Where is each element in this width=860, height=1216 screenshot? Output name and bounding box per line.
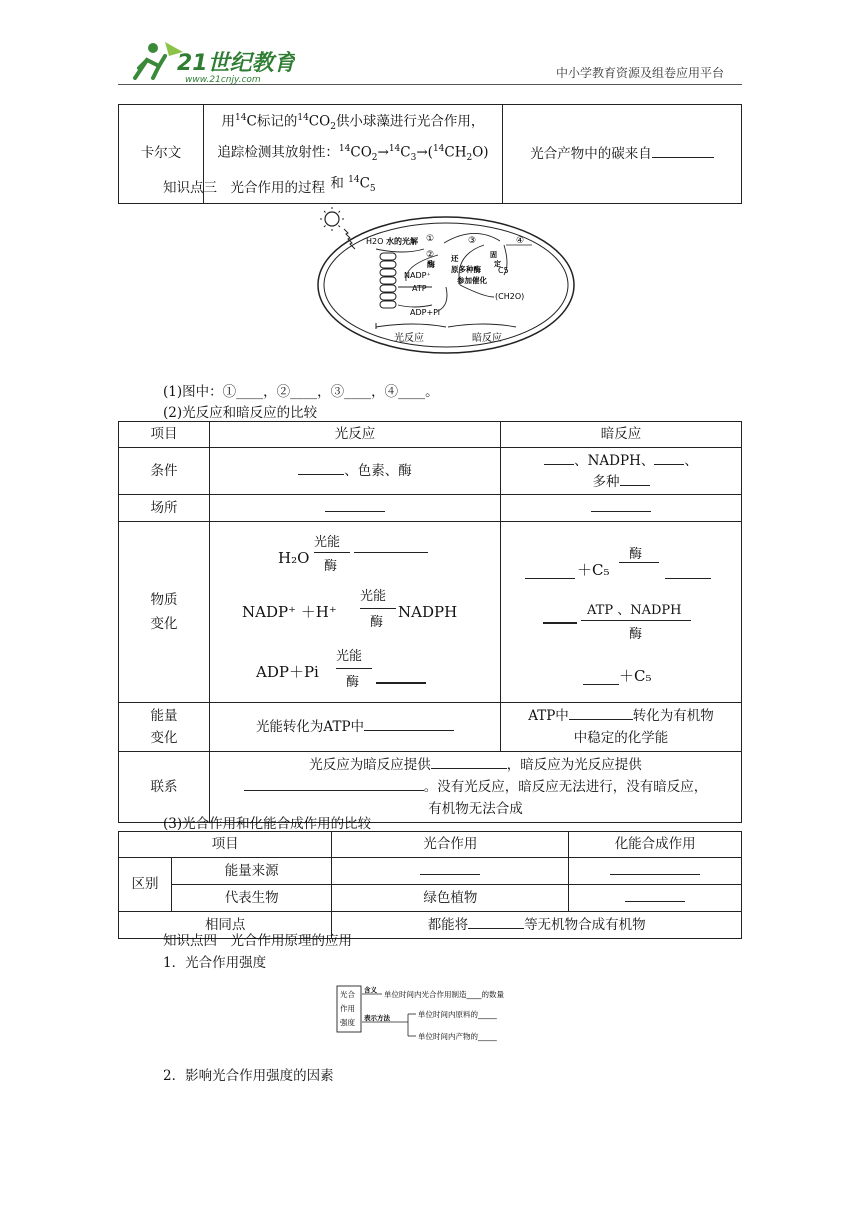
logo-text: 21世纪教育 bbox=[177, 51, 295, 76]
row-place-dark bbox=[501, 495, 742, 522]
energy-source-label: 能量来源 bbox=[172, 858, 332, 885]
logo-subtext: www.21cnjy.com bbox=[185, 75, 261, 84]
common-content: 都能将 等无机物合成有机物 bbox=[332, 912, 742, 939]
question-3: (3)光合作用和化能合成作用的比较 bbox=[163, 816, 372, 832]
diff-label: 区别 bbox=[119, 858, 172, 912]
light-dark-table bbox=[118, 421, 742, 823]
thylakoid-stack bbox=[380, 253, 396, 308]
svg-text:原多种酶: 原多种酶 bbox=[451, 265, 481, 274]
diagram-light-label: 光反应 bbox=[394, 333, 424, 344]
row-condition-label: 条件 bbox=[119, 448, 210, 495]
map-method-b: 单位时间内产物的_____ bbox=[418, 1032, 497, 1041]
row-energy-light: 光能转化为ATP中 bbox=[210, 703, 501, 752]
diagram-n3: ③ bbox=[468, 236, 477, 246]
diagram-fix-1: 固 bbox=[490, 251, 497, 259]
row-energy-dark: ATP中 转化为有机物 中稳定的化学能 bbox=[501, 703, 742, 752]
diagram-fix-2: 定 bbox=[494, 260, 501, 268]
chemosynthesis-table bbox=[118, 831, 742, 939]
photosynthesis-diagram bbox=[314, 205, 576, 357]
row-energy-label: 能量 变化 bbox=[119, 703, 210, 752]
map-method-a: 单位时间内原料的_____ bbox=[418, 1010, 497, 1019]
energy-source-chemo bbox=[569, 858, 742, 885]
row-place-light bbox=[210, 495, 501, 522]
map-meaning: 含义 bbox=[364, 986, 377, 994]
row-matter-light: H₂O 光能 酶 NADP⁺ ＋H⁺ 光能 酶 NADPH ADP＋Pi 光能 酶 bbox=[210, 522, 501, 703]
calvin-conclusion: 光合产物中的碳来自 bbox=[503, 105, 742, 204]
section4-title: 知识点四 光合作用原理的应用 bbox=[163, 933, 352, 949]
th-item: 项目 bbox=[119, 422, 210, 448]
row-link-label: 联系 bbox=[119, 752, 210, 823]
chloroplast-outer bbox=[318, 217, 574, 353]
site-logo bbox=[125, 38, 295, 84]
row-place-label: 场所 bbox=[119, 495, 210, 522]
svg-text:强度: 强度 bbox=[340, 1018, 355, 1027]
map-method: 表示方法 bbox=[364, 1014, 390, 1022]
common-label: 相同点 bbox=[119, 912, 332, 939]
diagram-h2o: H2O bbox=[366, 237, 384, 246]
calvin-method: 用$^{14}$C标记的$^{14}CO_2$供小球藻进行光合作用， 追踪检测其放射性：$^{14}CO_2\to^{14}C_3\to(^{14}CH_2O)$ 和 $^{14}C_5$ bbox=[204, 105, 503, 204]
diagram-dark-label: 暗反应 bbox=[472, 333, 502, 344]
map-meaning-text: 单位时间内光合作用制造____的数量 bbox=[384, 990, 504, 999]
th2-photo: 光合作用 bbox=[332, 832, 569, 858]
th2-chemo: 化能合成作用 bbox=[569, 832, 742, 858]
header-divider bbox=[118, 84, 742, 85]
calvin-name: 卡尔文 bbox=[119, 105, 204, 204]
row-matter-dark: ＋C₅ 酶 ATP 、NADPH 酶 ＋C₅ bbox=[501, 522, 742, 703]
th-light: 光反应 bbox=[210, 422, 501, 448]
row-matter-label: 物质 变化 bbox=[119, 522, 210, 703]
rep-org-photo: 绿色植物 bbox=[332, 885, 569, 912]
diagram-photolysis: 水的光解 bbox=[386, 237, 418, 246]
question-2: (2)光反应和暗反应的比较 bbox=[163, 405, 318, 421]
diagram-n1: ① bbox=[426, 234, 435, 244]
row-condition-light: 、色素、酶 bbox=[210, 448, 501, 495]
svg-text:作用: 作用 bbox=[340, 1004, 355, 1013]
diagram-adp: ADP+Pi bbox=[410, 308, 441, 317]
section3-title: 知识点三 光合作用的过程 bbox=[163, 180, 325, 196]
diagram-ch2o: (CH2O) bbox=[495, 292, 525, 301]
sun-icon bbox=[320, 207, 355, 249]
svg-text:还: 还 bbox=[451, 254, 459, 263]
th2-item: 项目 bbox=[119, 832, 332, 858]
rep-org-chemo bbox=[569, 885, 742, 912]
diagram-n2: ② bbox=[426, 250, 435, 260]
section4-item2: 2．影响光合作用强度的因素 bbox=[163, 1068, 334, 1084]
platform-title: 中小学教育资源及组卷应用平台 bbox=[555, 66, 724, 80]
section4-item1: 1．光合作用强度 bbox=[163, 955, 267, 971]
diagram-enzyme: 酶 bbox=[427, 260, 435, 269]
energy-source-photo bbox=[332, 858, 569, 885]
row-link-content: 光反应为暗反应提供 ，暗反应为光反应提供 。没有光反应，暗反应无法进行，没有暗反应， 有机物无法合成 bbox=[210, 752, 742, 823]
diagram-c5: C5 bbox=[498, 266, 509, 275]
diagram-nadp: NADP⁺ bbox=[404, 271, 431, 280]
question-1: (1)图中：①____，②____，③____，④____。 bbox=[163, 384, 439, 400]
intensity-concept-map bbox=[336, 984, 556, 1044]
diagram-n4: ④ bbox=[516, 236, 525, 246]
rep-org-label: 代表生物 bbox=[172, 885, 332, 912]
svg-text:参加催化: 参加催化 bbox=[457, 276, 487, 285]
diagram-atp: ATP bbox=[412, 284, 427, 293]
th-dark: 暗反应 bbox=[501, 422, 742, 448]
svg-text:光合: 光合 bbox=[340, 990, 355, 999]
row-condition-dark: 、NADPH、 、 多种 bbox=[501, 448, 742, 495]
